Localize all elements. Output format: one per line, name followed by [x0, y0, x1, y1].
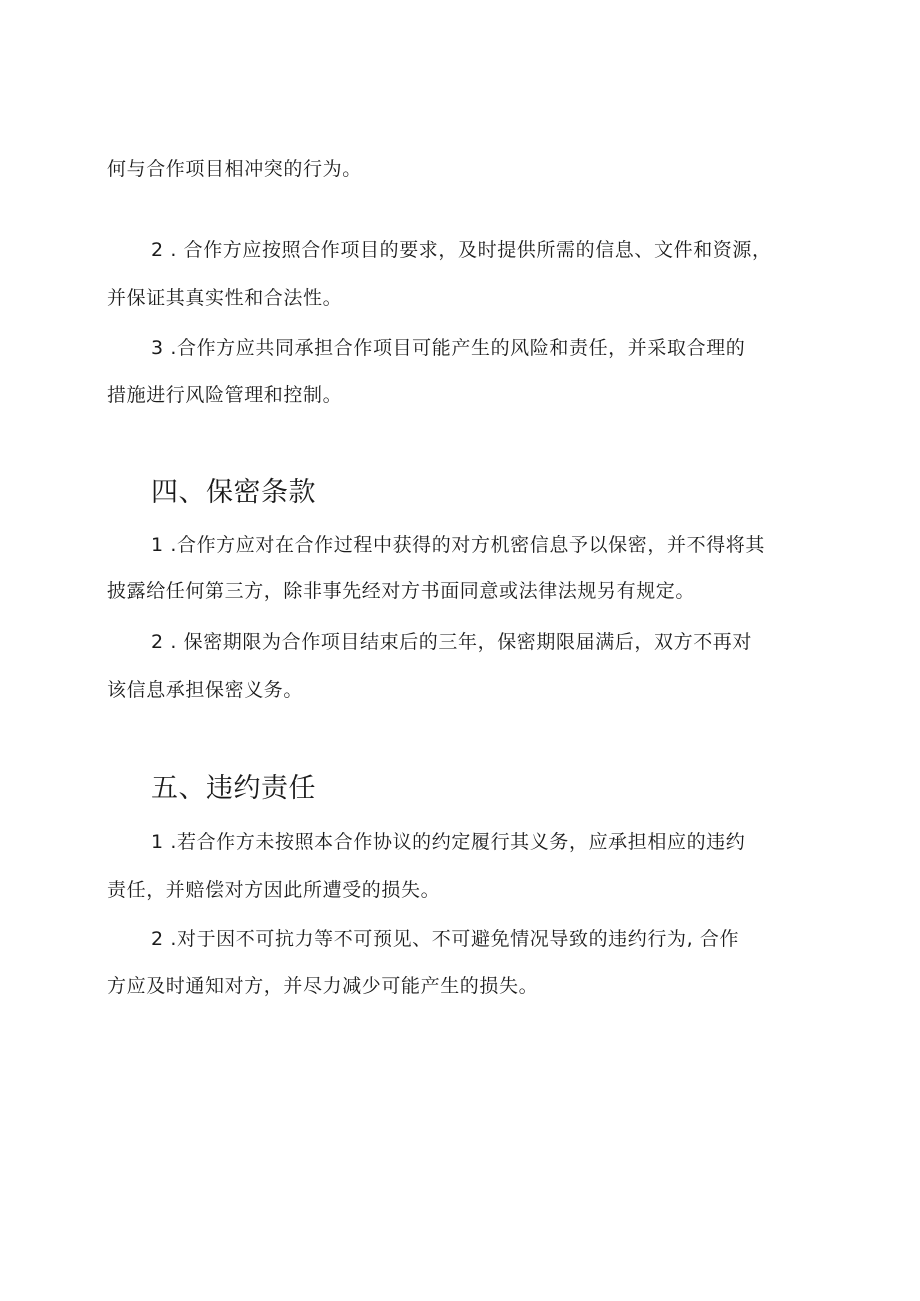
paragraph-line: 该信息承担保密义务。 [107, 679, 304, 701]
paragraph-line: 3 .合作方应共同承担合作项目可能产生的风险和责任，并采取合理的 [151, 337, 746, 359]
paragraph-line: 2 . 保密期限为合作项目结束后的三年，保密期限届满后，双方不再对 [151, 631, 753, 653]
paragraph-line: 方应及时通知对方，并尽力减少可能产生的损失。 [107, 975, 539, 997]
paragraph-line: 措施进行风险管理和控制。 [107, 384, 343, 406]
paragraph-line: 披露给任何第三方，除非事先经对方书面同意或法律法规另有规定。 [107, 580, 696, 602]
section-heading: 五、违约责任 [151, 773, 316, 804]
paragraph-line: 2 .对于因不可抗力等不可预见、不可避免情况导致的违约行为, 合作 [151, 928, 740, 950]
paragraph-line: 1 .若合作方未按照本合作协议的约定履行其义务，应承担相应的违约 [151, 831, 746, 853]
paragraph-line: 1 .合作方应对在合作过程中获得的对方机密信息予以保密，并不得将其 [151, 534, 765, 556]
paragraph-line: 何与合作项目相冲突的行为。 [107, 158, 362, 180]
paragraph-line: 责任，并赔偿对方因此所遭受的损失。 [107, 879, 441, 901]
paragraph-line: 并保证其真实性和合法性。 [107, 287, 343, 309]
section-heading: 四、保密条款 [151, 477, 316, 508]
paragraph-line: 2 . 合作方应按照合作项目的要求，及时提供所需的信息、文件和资源， [151, 239, 772, 261]
